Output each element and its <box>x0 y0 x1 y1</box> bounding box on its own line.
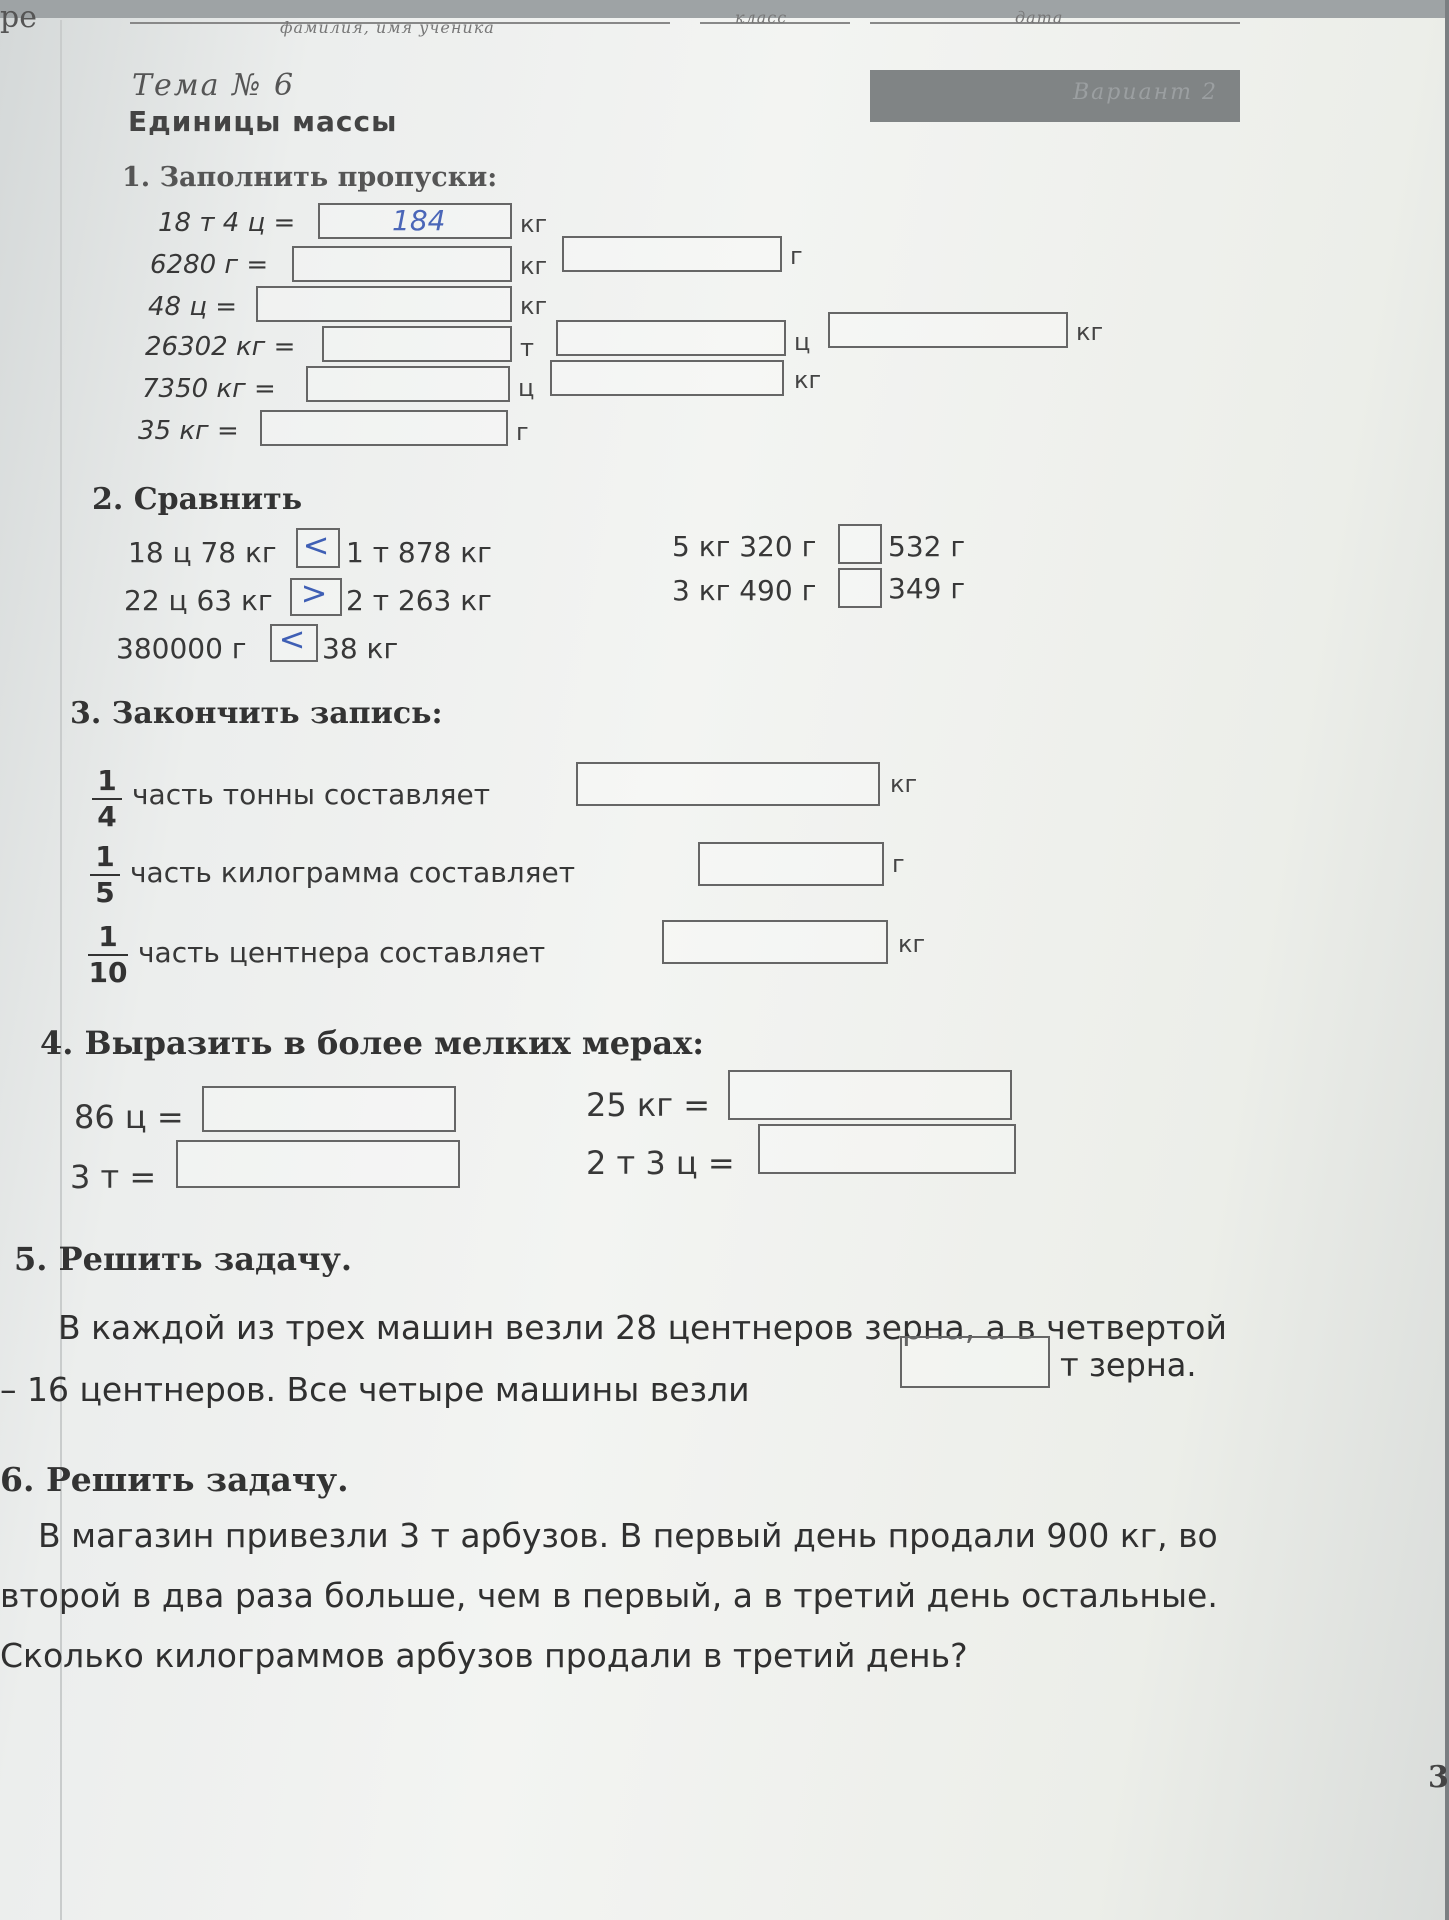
top-page-edge <box>0 0 1445 18</box>
task2-left2-sign: > <box>300 574 328 612</box>
topic-number: Тема № 6 <box>132 68 296 103</box>
task1-row4-unit1: т <box>520 334 534 362</box>
task3-row3-numerator: 1 <box>98 920 118 953</box>
task2-right1-b: 532 г <box>888 530 966 563</box>
task5-answer-box[interactable] <box>900 1336 1050 1388</box>
task1-row4-box3[interactable] <box>828 312 1068 348</box>
task1-row2-box1[interactable] <box>292 246 512 282</box>
task1-row1-handwritten-answer: 184 <box>392 204 446 237</box>
page-title: Единицы массы <box>128 105 398 138</box>
task3-row2-box[interactable] <box>698 842 884 886</box>
page-number: 3 <box>1428 1760 1449 1795</box>
task3-row2-denominator: 5 <box>95 876 115 909</box>
task1-row5-unit1: ц <box>518 374 535 402</box>
task4-item4-expr: 2 т 3 ц = <box>586 1144 735 1182</box>
task1-row5-box2[interactable] <box>550 360 784 396</box>
task4-heading: 4. Выразить в более мелких мерах: <box>40 1024 705 1062</box>
task6-line2: второй в два раза больше, чем в первый, а в третий день остальные. <box>0 1576 1218 1615</box>
task4-item1-box[interactable] <box>202 1086 456 1132</box>
task3-row1-box[interactable] <box>576 762 880 806</box>
task2-right2-box[interactable] <box>838 568 882 608</box>
date-label: дата <box>1015 8 1064 27</box>
task5-line2: – 16 центнеров. Все четыре машины везли <box>0 1370 750 1409</box>
task1-row3-unit: кг <box>520 292 548 320</box>
task4-item1-expr: 86 ц = <box>74 1098 184 1136</box>
task3-row1-fraction <box>92 766 122 832</box>
task1-row2-box2[interactable] <box>562 236 782 272</box>
task1-row4-unit3: кг <box>1076 318 1104 346</box>
task6-heading: 6. Решить задачу. <box>0 1460 349 1499</box>
task1-row1-unit: кг <box>520 210 548 238</box>
task3-row1-text: часть тонны составляет <box>132 778 491 811</box>
task2-left2-a: 22 ц 63 кг <box>124 584 273 617</box>
task5-heading: 5. Решить задачу. <box>14 1240 353 1278</box>
task2-left1-sign: < <box>302 526 330 564</box>
task2-left2-b: 2 т 263 кг <box>346 584 492 617</box>
task1-row6-unit: г <box>516 418 529 446</box>
task3-row1-denominator: 4 <box>97 800 117 833</box>
corner-text: ре <box>0 0 37 35</box>
task3-row3-unit: кг <box>898 930 926 958</box>
task2-right1-box[interactable] <box>838 524 882 564</box>
task3-row2-text: часть килограмма составляет <box>130 856 576 889</box>
task3-row2-fraction <box>90 842 120 908</box>
task1-row2-expr: 6280 г = <box>150 250 269 280</box>
task4-item3-expr: 25 кг = <box>586 1086 711 1124</box>
task1-row5-expr: 7350 кг = <box>142 374 276 404</box>
task1-row4-box1[interactable] <box>322 326 512 362</box>
task3-row3-text: часть центнера составляет <box>138 936 546 969</box>
task4-item3-box[interactable] <box>728 1070 1012 1120</box>
task2-left1-b: 1 т 878 кг <box>346 536 492 569</box>
task3-row1-numerator: 1 <box>97 764 117 797</box>
task4-item4-box[interactable] <box>758 1124 1016 1174</box>
variant-label: Вариант 2 <box>1073 80 1218 105</box>
task3-row2-numerator: 1 <box>95 840 115 873</box>
task1-heading: 1. Заполнить пропуски: <box>122 162 498 193</box>
task1-row2-unit2: г <box>790 242 803 270</box>
task2-heading: 2. Сравнить <box>92 482 303 517</box>
task1-row5-box1[interactable] <box>306 366 510 402</box>
task3-heading: 3. Закончить запись: <box>70 696 443 731</box>
class-label: класс <box>735 8 788 27</box>
student-name-label: фамилия, имя ученика <box>280 18 495 37</box>
task1-row6-box[interactable] <box>260 410 508 446</box>
task4-item2-box[interactable] <box>176 1140 460 1188</box>
task3-row2-unit: г <box>892 850 905 878</box>
variant-badge <box>870 70 1240 122</box>
task2-right2-b: 349 г <box>888 572 966 605</box>
task1-row2-unit1: кг <box>520 252 548 280</box>
task1-row4-expr: 26302 кг = <box>145 332 296 362</box>
task3-row1-unit: кг <box>890 770 918 798</box>
task3-row3-fraction <box>88 922 128 988</box>
task5-line2-end: т зерна. <box>1060 1346 1197 1384</box>
task1-row3-expr: 48 ц = <box>148 292 238 322</box>
task1-row1-expr: 18 т 4 ц = <box>158 208 296 238</box>
task5-line1: В каждой из трех машин везли 28 центнеров зерна, а в четвертой <box>58 1308 1227 1347</box>
task2-left3-b: 38 кг <box>322 632 399 665</box>
task6-line3: Сколько килограммов арбузов продали в третий день? <box>0 1636 968 1675</box>
task2-left3-sign: < <box>278 620 306 658</box>
task1-row6-expr: 35 кг = <box>138 416 239 446</box>
task6-line1: В магазин привезли 3 т арбузов. В первый день продали 900 кг, во <box>38 1516 1218 1555</box>
task2-left1-a: 18 ц 78 кг <box>128 536 277 569</box>
task3-row3-box[interactable] <box>662 920 888 964</box>
task4-item2-expr: 3 т = <box>70 1158 157 1196</box>
task1-row4-unit2: ц <box>794 328 811 356</box>
task2-left3-a: 380000 г <box>116 632 247 665</box>
task1-row3-box[interactable] <box>256 286 512 322</box>
task2-right2-a: 3 кг 490 г <box>672 574 817 607</box>
task3-row3-denominator: 10 <box>88 956 128 989</box>
task1-row5-unit2: кг <box>794 366 822 394</box>
task1-row4-box2[interactable] <box>556 320 786 356</box>
task2-right1-a: 5 кг 320 г <box>672 530 817 563</box>
